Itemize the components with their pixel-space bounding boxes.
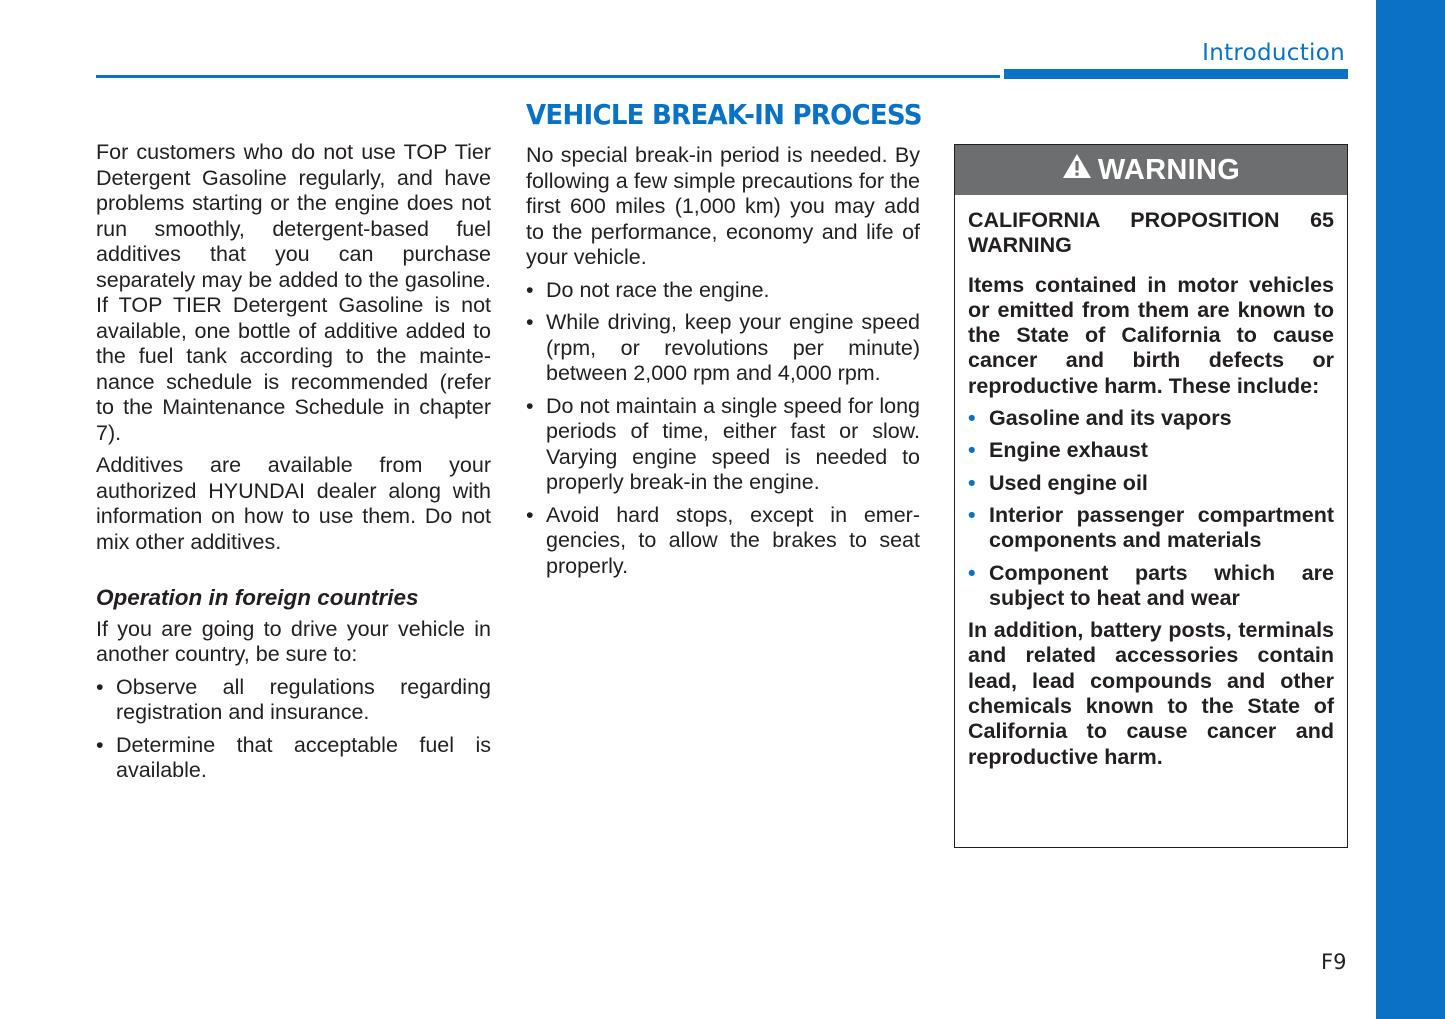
warning-closing: In addition, battery posts, terminals and related accessories contain lead, lead compounds and other chemicals known to the State of California to cause cancer and reproductive harm. [968, 618, 1334, 769]
chapter-side-tab [1376, 0, 1445, 1019]
bullet-dot-icon: • [526, 310, 534, 334]
list-item: • Do not maintain a single speed for long periods of time, either fast or slow. Varying engine speed is needed to properly break-in the engine. [526, 393, 920, 494]
warning-triangle-icon [1062, 153, 1092, 187]
section-title: Introduction [1202, 40, 1345, 66]
list-item: • Do not race the engine. [526, 277, 770, 302]
break-in-heading: VEHICLE BREAK-IN PROCESS [526, 98, 922, 131]
bullet-dot-icon: • [526, 502, 534, 527]
page-number: F9 [1321, 950, 1347, 974]
list-item: • Component parts which are subject to heat and wear [968, 560, 1334, 610]
list-item: • Observe all regulations regarding registration and insurance. [96, 674, 491, 724]
list-item: • Determine that acceptable fuel is available. [96, 732, 491, 782]
header-rule-accent [1004, 69, 1348, 79]
warning-box [954, 144, 1348, 848]
warning-items-list [968, 406, 1334, 611]
bullet-dot-icon: • [968, 406, 976, 431]
bullet-dot-icon: • [526, 393, 534, 418]
break-in-intro: No special break-in period is needed. By following a few simple precautions for the first 600 miles (1,000 km) you may add to the performance, economy and life of your vehicle. [526, 143, 920, 269]
warning-label: WARNING [1097, 153, 1241, 186]
foreign-countries-heading: Operation in foreign countries [96, 585, 419, 610]
list-item: • Interior passenger compartment components and materials [968, 502, 1334, 553]
bullet-dot-icon: • [968, 470, 976, 495]
additives-availability-paragraph: Additives are available from your authorized HYUNDAI dealer along with information on how to use them. Do not mix other additives. [96, 453, 491, 554]
bullet-dot-icon: • [968, 438, 976, 463]
foreign-countries-intro: If you are going to drive your vehicle in another country, be sure to: [96, 616, 491, 666]
bullet-dot-icon: • [96, 674, 104, 699]
header-rule [96, 75, 1000, 78]
list-item: • While driving, keep your engine speed (rpm, or revolutions per minute) between 2,000 rpm and 4,000 rpm. [526, 310, 920, 385]
break-in-list [526, 278, 920, 580]
middle-column [526, 143, 920, 586]
warning-title: CALIFORNIA PROPOSITION 65 WARNING [968, 208, 1334, 258]
foreign-countries-list [96, 675, 491, 784]
bullet-dot-icon: • [968, 502, 976, 527]
list-item: • Engine exhaust [968, 438, 1148, 463]
warning-intro: Items contained in motor vehicles or emitted from them are known to the State of California to cause cancer and birth defects or reproductive harm. These include: [968, 272, 1334, 398]
bullet-dot-icon: • [96, 732, 104, 757]
bullet-dot-icon: • [968, 560, 976, 585]
fuel-additives-paragraph: For customers who do not use TOP Tier Detergent Gasoline regularly, and have problems starting or the engine does not run smoothly, detergent-based fuel additives that you can purchase separately may be added to the gasoline. If TOP TIER Detergent Gasoline is not available, one bottle of additive added to the fuel tank according to the maintenance schedule is recommended (refer to the Maintenance Schedule in chapter 7). [96, 140, 491, 445]
warning-body [955, 195, 1347, 770]
list-item: • Gasoline and its vapors [968, 406, 1232, 431]
warning-header [955, 145, 1347, 195]
bullet-dot-icon: • [526, 277, 534, 302]
left-column [96, 140, 491, 791]
list-item: • Avoid hard stops, except in emergencies, to allow the brakes to seat properly. [526, 502, 920, 578]
list-item: • Used engine oil [968, 470, 1148, 495]
